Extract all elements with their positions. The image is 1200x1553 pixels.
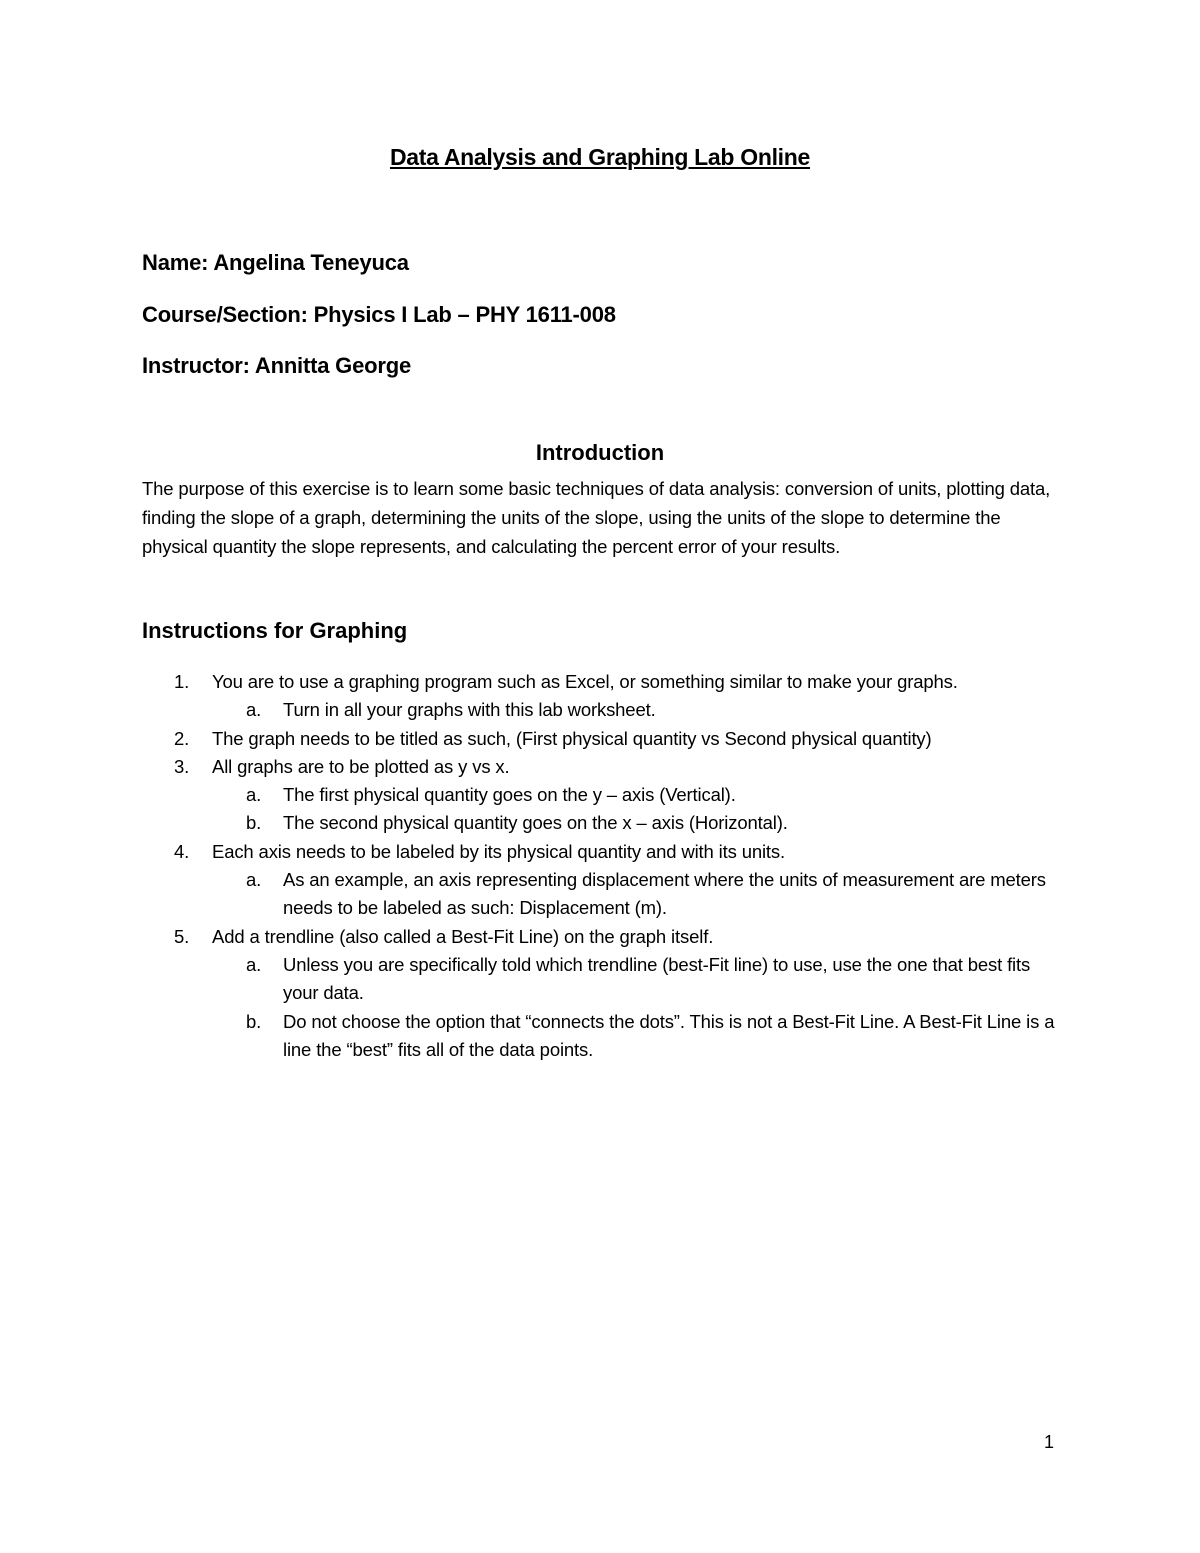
list-item (142, 753, 1062, 781)
list-item (142, 923, 1062, 951)
page-number: 1 (1044, 1432, 1055, 1452)
item-text: The graph needs to be titled as such, (First physical quantity vs Second physical quantity) (212, 727, 932, 749)
item-text: All graphs are to be plotted as y vs x. (212, 755, 510, 777)
item-number: 5. (174, 925, 190, 947)
sub-item-letter: a. (246, 953, 262, 975)
sub-item-text: Turn in all your graphs with this lab worksheet. (283, 699, 656, 721)
introduction-paragraph: The purpose of this exercise is to learn some basic techniques of data analysis: conversion of units, plotting data, finding the slope of a graph, determining the units of the slope, using the units of the slope to determine the physical quantity the slope represents, and calculating the percent error of your results. (142, 478, 1051, 557)
sub-item-letter: a. (246, 699, 262, 721)
list-item (142, 668, 1062, 696)
sub-item-text: As an example, an axis representing displacement where the units of measurement are meters needs to be labeled as such: Displacement (m). (283, 869, 1046, 919)
instructions-list (142, 668, 1062, 1064)
sub-list-item (142, 809, 1062, 837)
sub-list-item (142, 951, 1062, 1008)
sub-list-item (142, 1008, 1062, 1065)
sub-list-item (142, 781, 1062, 809)
item-number: 3. (174, 755, 190, 777)
sub-list-item (142, 866, 1062, 923)
document-title: Data Analysis and Graphing Lab Online (389, 144, 811, 170)
sub-item-letter: a. (246, 869, 262, 891)
sub-item-text: The second physical quantity goes on the x – axis (Horizontal). (283, 812, 788, 834)
introduction-heading: Introduction (535, 440, 665, 465)
item-text: Each axis needs to be labeled by its physical quantity and with its units. (212, 840, 786, 862)
instructor-name: Instructor: Annitta George (142, 353, 411, 378)
sub-item-letter: a. (246, 784, 262, 806)
course-section: Course/Section: Physics I Lab – PHY 1611-008 (142, 302, 616, 327)
sub-item-text: The first physical quantity goes on the y – axis (Vertical). (283, 784, 736, 806)
sub-item-text: Do not choose the option that “connects the dots”. This is not a Best-Fit Line. A Best-Fit Line is a line the “best” fits all of the data points. (283, 1010, 1055, 1060)
item-number: 4. (174, 840, 190, 862)
student-name: Name: Angelina Teneyuca (142, 250, 409, 275)
item-text: Add a trendline (also called a Best-Fit Line) on the graph itself. (212, 925, 714, 947)
sub-item-letter: b. (246, 812, 262, 834)
item-number: 2. (174, 727, 190, 749)
list-item (142, 725, 1062, 753)
sub-item-text: Unless you are specifically told which trendline (best-Fit line) to use, use the one that best fits your data. (283, 953, 1031, 1004)
sub-list-item (142, 696, 1062, 724)
instructions-heading: Instructions for Graphing (142, 618, 408, 643)
item-number: 1. (174, 671, 190, 692)
sub-item-letter: b. (246, 1010, 262, 1032)
list-item (142, 838, 1062, 866)
item-text: You are to use a graphing program such as Excel, or something similar to make your graphs. (212, 671, 958, 692)
